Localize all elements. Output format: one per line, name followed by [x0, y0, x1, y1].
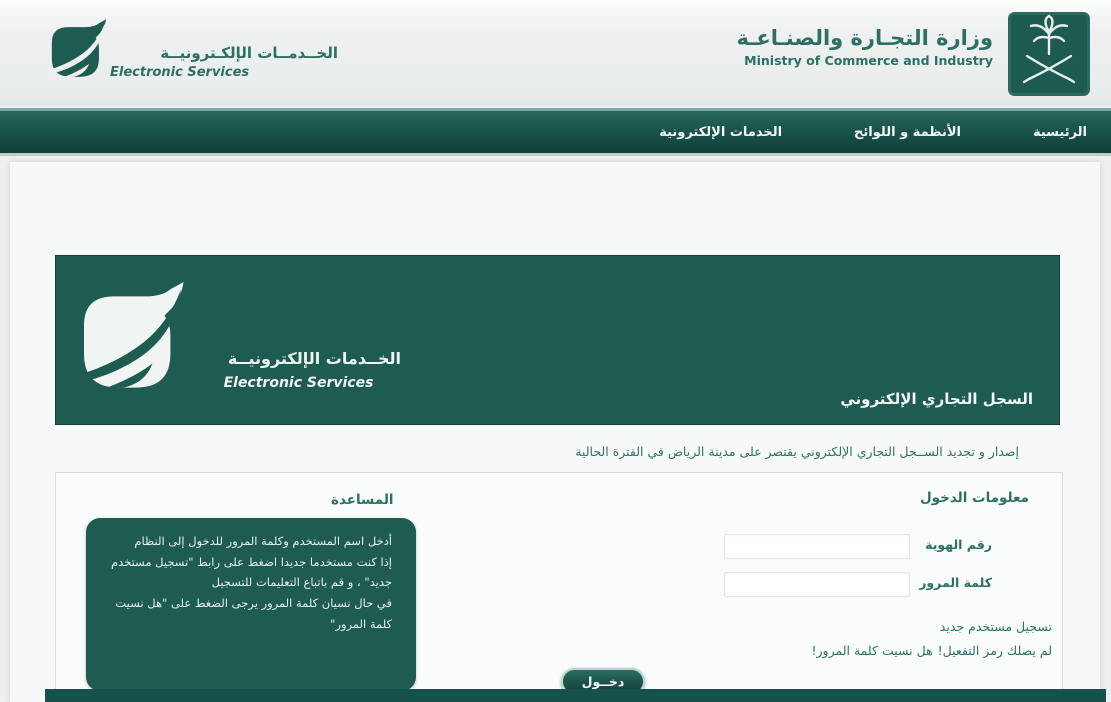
saudi-emblem-icon — [1008, 12, 1090, 96]
nav-item-electronic-services[interactable]: الخدمات الإلكترونية — [659, 124, 783, 140]
header-logo-title-en: Electronic Services — [110, 65, 250, 80]
ministry-title-en: Ministry of Commerce and Industry — [744, 53, 993, 68]
header-logo-title-ar: الخــدمــات الإلكـترونيــة — [160, 44, 338, 62]
login-section-title: معلومات الدخول — [919, 490, 1029, 506]
ministry-title-ar: وزارة التجـارة والصنـاعـة — [736, 26, 993, 50]
help-section-title: المساعدة — [331, 492, 394, 508]
electronic-services-logo-icon — [66, 281, 198, 403]
footer-bar — [45, 689, 1106, 702]
id-number-input[interactable] — [724, 534, 910, 559]
riyadh-notice-text: إصدار و تجديد الســجل التجاري الإلكتروني يقتصر على مدينة الرياض في الفترة الحالية — [575, 444, 1019, 459]
help-line: إذا كنت مستخدما جديدا اضغط على رابط "تسجيل مستخدم جديد" ، و قم باتباع التعليمات للتسجيل — [111, 554, 392, 590]
forgot-password-link[interactable]: هل نسيت كلمة المرور! — [811, 643, 933, 658]
header-logo-text — [110, 44, 338, 80]
password-label: كلمة المرور — [919, 575, 992, 590]
help-box — [86, 518, 416, 691]
banner-logo-title-ar: الخــدمات الإلكترونيــة — [227, 349, 401, 368]
activation-code-link[interactable]: لم يصلك رمز التفعيل! — [937, 643, 1052, 658]
nav-item-regulations[interactable]: الأنظمة و اللوائح — [854, 124, 961, 140]
top-header — [0, 0, 1111, 106]
id-number-label: رقم الهوية — [925, 537, 992, 552]
password-input[interactable] — [724, 572, 910, 597]
nav-item-home[interactable]: الرئيسية — [1032, 124, 1087, 140]
login-form-container — [55, 472, 1063, 690]
register-new-user-link[interactable]: تسجيل مستخدم جديد — [939, 619, 1052, 634]
service-title: السجل التجاري الإلكتروني — [840, 390, 1033, 408]
help-line: أدخل اسم المستخدم وكلمة المرور للدخول إلى النظام — [134, 534, 392, 548]
help-line: في حال نسيان كلمة المرور يرجى الضغط على "هل نسيت كلمة المرور" — [115, 596, 392, 631]
electronic-services-logo-icon — [42, 7, 114, 97]
secondary-links-row — [812, 643, 1053, 658]
banner-logo-text — [196, 349, 401, 391]
login-button[interactable]: دخــول — [561, 668, 645, 695]
ministry-title-block — [736, 26, 993, 68]
banner-logo-title-en: Electronic Services — [223, 375, 374, 391]
service-banner — [55, 255, 1060, 425]
main-navigation — [0, 108, 1111, 156]
